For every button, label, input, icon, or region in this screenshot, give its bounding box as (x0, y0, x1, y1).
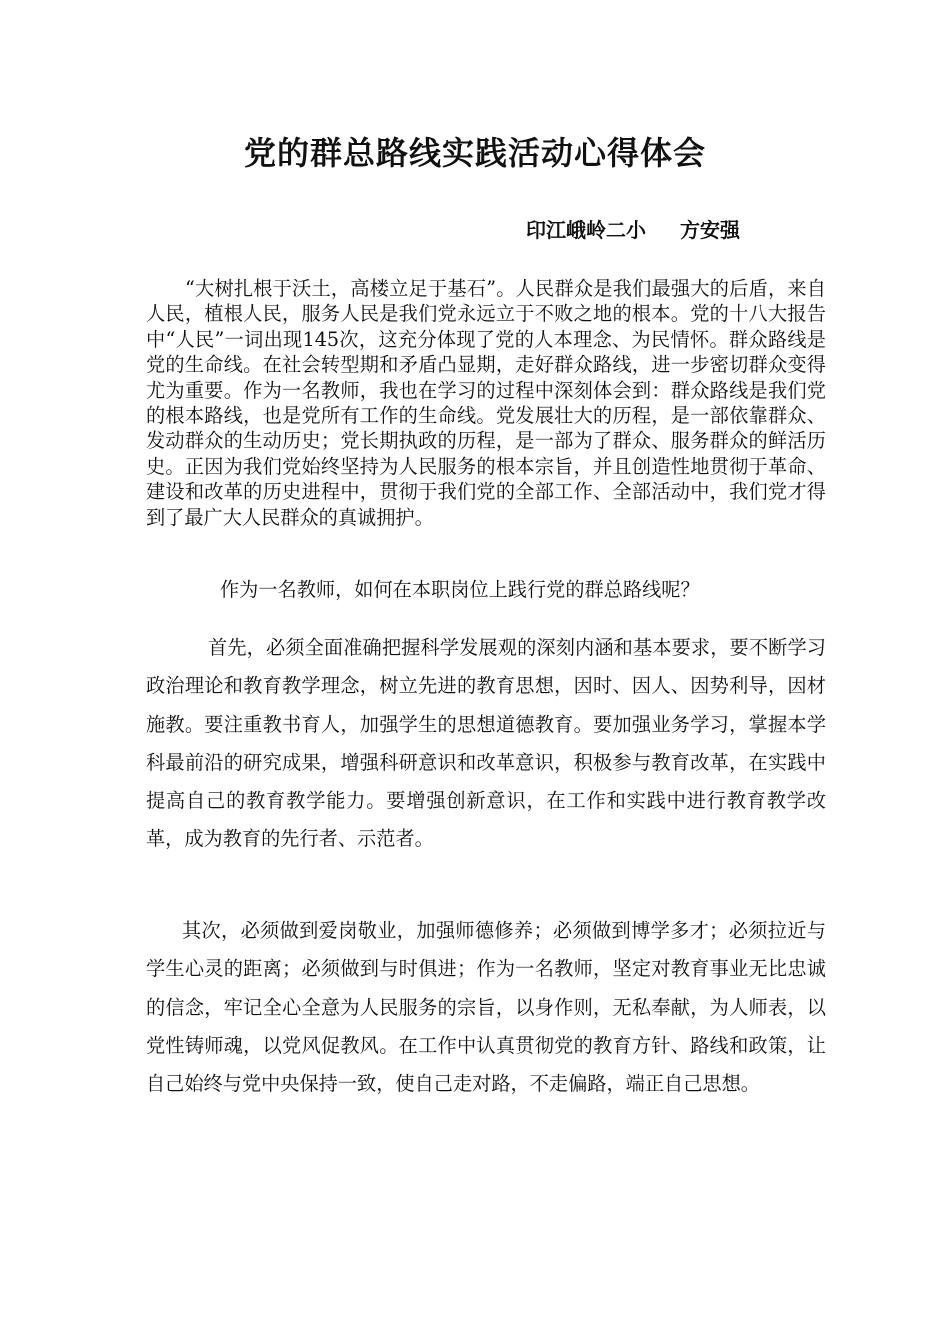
question-line: 作为一名教师，如何在本职岗位上践行党的群总路线呢？ (220, 578, 700, 601)
author-school: 印江峨岭二小 (526, 218, 646, 242)
paragraph-first: 首先，必须全面准确把握科学发展观的深刻内涵和基本要求，要不断学习政治理论和教育教学理念，树立先进的教育思想，因时、因人、因势利导，因材施教。要注重教书育人，加强学生的思想道德教育。要加强业务学习，掌握本学科最前沿的研究成果，增强科研意识和改革意识，积极参与教育改革，在实践中提高自己的教育教学能力。要增强创新意识，在工作和实践中进行教育教学改革，成为教育的先行者、示范者。 (146, 636, 826, 851)
document-title: 党的群总路线实践活动心得体会 (243, 134, 706, 172)
paragraph-intro: “大树扎根于沃土，高楼立足于基石”。人民群众是我们最强大的后盾，来自人民，植根人民，服务人民是我们党永远立于不败之地的根本。党的十八大报告中“人民”一词出现145次，这充分体现了党的人本理念、为民情怀。群众路线是党的生命线。在社会转型期和矛盾凸显期，走好群众路线，进一步密切群众变得尤为重要。作为一名教师，我也在学习的过程中深刻体会到：群众路线是我们党的根本路线，也是党所有工作的生命线。党发展壮大的历程，是一部依靠群众、发动群众的生动历史；党长期执政的历程，是一部为了群众、服务群众的鲜活历史。正因为我们党始终坚持为人民服务的根本宗旨，并且创造性地贯彻于革命、建设和改革的历史进程中，贯彻于我们党的全部工作、全部活动中，我们党才得到了最广大人民群众的真诚拥护。 (146, 277, 826, 529)
author-name: 方安强 (680, 218, 740, 242)
author-line (526, 214, 740, 243)
paragraph-second: 其次，必须做到爱岗敬业，加强师德修养；必须做到博学多才；必须拉近与学生心灵的距离；必须做到与时俱进；作为一名教师，坚定对教育事业无比忠诚的信念，牢记全心全意为人民服务的宗旨，以身作则，无私奉献，为人师表，以党性铸师魂，以党风促教风。在工作中认真贯彻党的教育方针、路线和政策，让自己始终与党中央保持一致，使自己走对路，不走偏路，端正自己思想。 (146, 919, 826, 1096)
